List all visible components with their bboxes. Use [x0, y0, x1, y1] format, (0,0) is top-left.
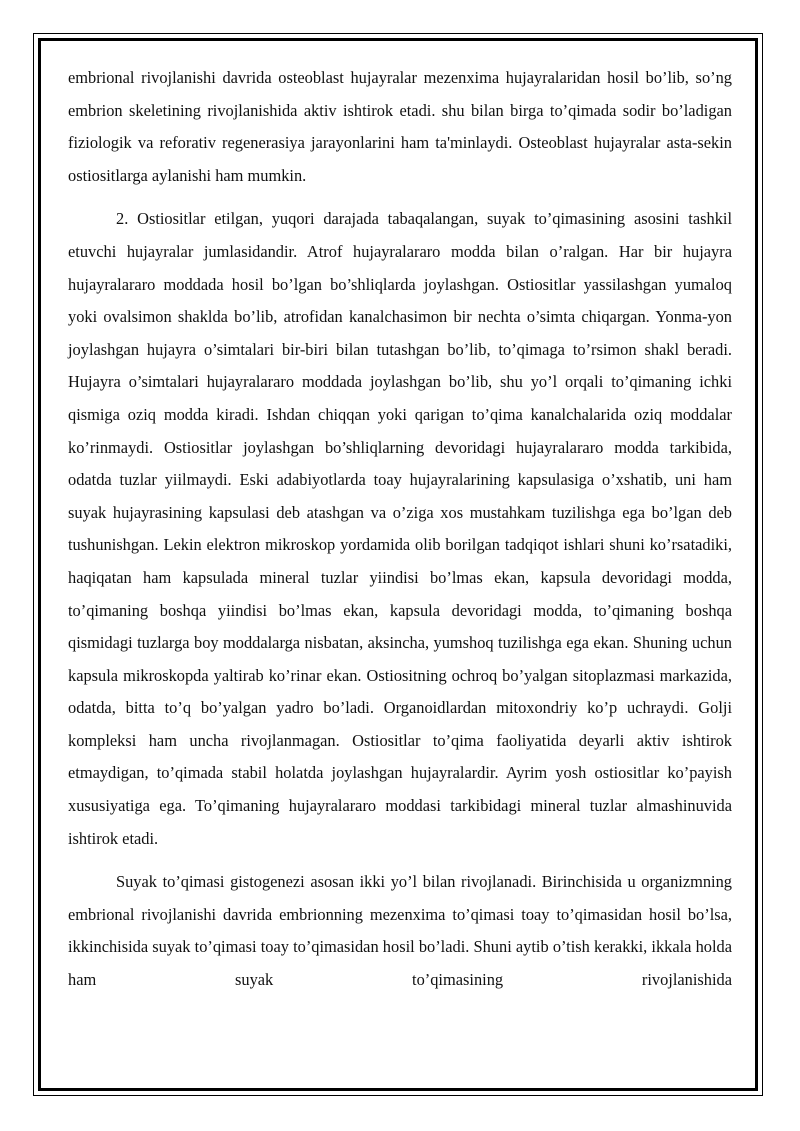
paragraph-osteoblast-continuation: embrional rivojlanishi davrida osteoblast hujayralar mezenxima hujayralaridan hosil bo’lib, so’ng embrion skeletining rivojlanishida aktiv ishtirok etadi. shu bilan birga to’qimada sodir bo’ladigan fiziologik va reforativ regenerasiya jarayonlarini ham ta'minlaydi. Osteoblast hujayralar asta-sekin ostiositlarga aylanishi ham mumkin. — [68, 68, 732, 185]
paragraph-ostiositlar: 2. Ostiositlar etilgan, yuqori darajada tabaqalangan, suyak to’qimasining asosini tashkil etuvchi hujayralar jumlasidandir. Atrof hujayralararo modda bilan o’ralgan. Har bir hujayra hujayralararo moddada hosil bo’lgan bo’shliqlarda joylashgan. Ostiositlar yassilashgan yumaloq yoki ovalsimon shaklda bo’lib, atrofidan kanalchasimon bir nechta o’simta chiqargan. Yonma-yon joylashgan hujayra o’simtalari bir-biri bilan tutashgan bo’lib, to’qimaga to’rsimon shakl beradi. Hujayra o’simtalari hujayralararo moddada joylashgan bo’lib, shu yo’l orqali to’qimaning ichki qismiga oziq modda kiradi. Ishdan chiqqan yoki qarigan to’qima kanalchalarida oziq moddalar ko’rinmaydi. Ostiositlar joylashgan bo’shliqlarning devoridagi hujayralararo modda tarkibida, odatda tuzlar yiilmaydi. Eski adabiyotlarda toay hujayralarining kapsulasiga o’xshatib, uni ham suyak hujayrasining kapsulasi deb atashgan va o’ziga xos mustahkam tuzilishga ega bo’lgan deb tushunishgan. Lekin elektron mikroskop yordamida olib borilgan tadqiqot ishlari shuni ko’rsatadiki, haqiqatan ham kapsulada mineral tuzlar yiindisi bo’lmas ekan, kapsula devoridagi modda, to’qimaning boshqa yiindisi bo’lmas ekan, kapsula devoridagi modda, to’qimaning boshqa qismidagi tuzlarga boy moddalarga nisbatan, aksincha, yumshoq tuzilishga ega ekan. Shuning uchun kapsula mikroskopda yaltirab ko’rinar ekan. Ostiositning ochroq bo’yalgan sitoplazmasi markazida, odatda, bitta to’q bo’yalgan yadro bo’ladi. Organoidlardan mitoxondriy ko’p uchraydi. Golji kompleksi ham uncha rivojlanmagan. Ostiositlar to’qima faoliyatida deyarli aktiv ishtirok etmaydigan, to’qimada stabil holatda joylashgan hujayralardir. Ayrim yosh ostiositlar ko’payish xususiyatiga ega. To’qimaning hujayralararo moddasi tarkibidagi mineral tuzlar almashinuvida ishtirok etadi. — [68, 209, 732, 848]
document-body — [68, 62, 732, 997]
paragraph-gistogenez: Suyak to’qimasi gistogenezi asosan ikki yo’l bilan rivojlanadi. Birinchisida u organizmning embrional rivojlanishi davrida embrionning mezenxima to’qimasi toay to’qimasidan hosil bo’lsa, ikkinchisida suyak to’qimasi toay to’qimasidan hosil bo’ladi. Shuni aytib o’tish kerakki, ikkala holda ham suyak to’qimasining rivojlanishida — [68, 872, 732, 990]
